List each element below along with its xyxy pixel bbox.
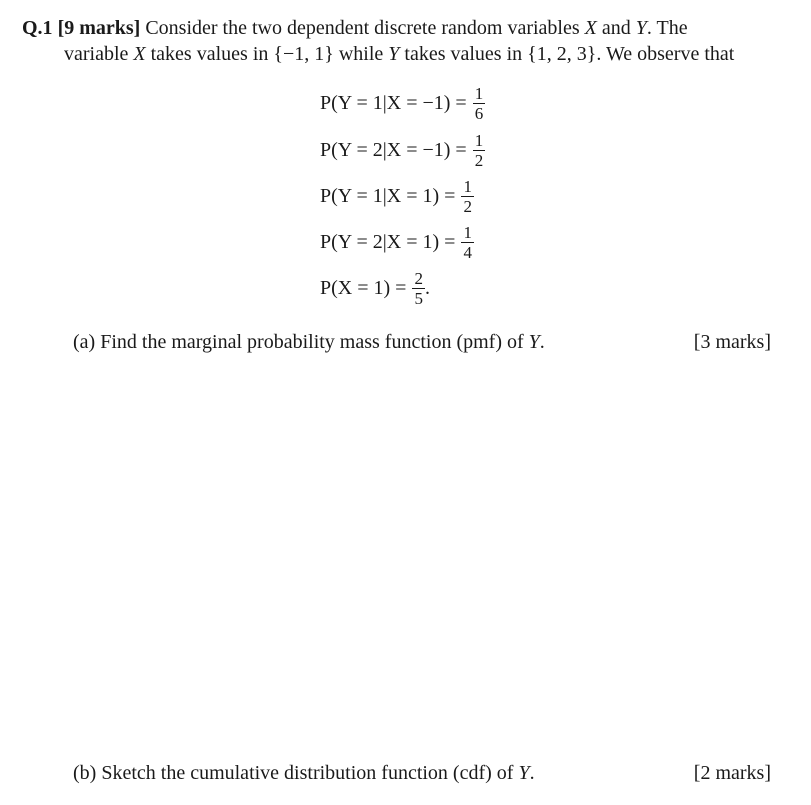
- question-line-1: [22, 17, 688, 40]
- equation-2: [320, 131, 485, 170]
- equation-1: [320, 84, 485, 123]
- equation-lhs: P(Y = 1|X = −1) =: [320, 92, 467, 114]
- denominator: 2: [463, 197, 472, 216]
- var-y-2: Y: [388, 43, 400, 65]
- equation-4: [320, 223, 474, 262]
- equation-suffix: .: [424, 277, 430, 299]
- var-y: Y: [635, 17, 647, 39]
- part-b-marks: [2 marks]: [693, 762, 771, 784]
- intro-line2-b: takes values in {−1, 1} while: [145, 43, 389, 65]
- numerator: 2: [414, 269, 423, 288]
- intro-line2-c: takes values in {1, 2, 3}. We observe that: [399, 43, 735, 65]
- part-b-var: Y: [518, 762, 530, 784]
- denominator: 6: [474, 104, 484, 123]
- part-b-text: Sketch the cumulative distribution function (cdf) of: [101, 762, 519, 784]
- equation-lhs: P(Y = 2|X = 1) =: [320, 231, 456, 253]
- numerator: 1: [474, 131, 484, 150]
- fraction: [461, 223, 474, 262]
- part-a: [73, 331, 545, 354]
- equation-lhs: P(X = 1) =: [320, 277, 407, 299]
- part-a-var: Y: [528, 331, 540, 353]
- part-b-end: .: [529, 762, 535, 784]
- denominator: 2: [474, 151, 484, 170]
- fraction: [473, 84, 486, 123]
- numerator: 1: [474, 84, 484, 103]
- part-a-marks: [3 marks]: [693, 331, 771, 353]
- fraction: [473, 131, 486, 170]
- question-label: Q.1: [22, 17, 53, 39]
- var-x: X: [584, 17, 597, 39]
- equation-3: [320, 177, 474, 216]
- intro-line2-a: variable: [64, 43, 134, 65]
- question-marks: [9 marks]: [57, 17, 141, 39]
- var-x-2: X: [133, 43, 146, 65]
- intro-end: . The: [646, 17, 688, 39]
- equation-lhs: P(Y = 2|X = −1) =: [320, 139, 467, 161]
- numerator: 1: [463, 177, 472, 196]
- equation-lhs: P(Y = 1|X = 1) =: [320, 185, 456, 207]
- equation-5: [320, 269, 430, 308]
- part-a-label: (a): [73, 331, 96, 353]
- part-b: [73, 762, 535, 785]
- fraction: [461, 177, 474, 216]
- part-a-text: Find the marginal probability mass function (pmf) of: [100, 331, 529, 353]
- fraction: [412, 269, 425, 308]
- intro-text: Consider the two dependent discrete random variables: [145, 17, 585, 39]
- question-line-2: [64, 43, 734, 66]
- part-b-label: (b): [73, 762, 97, 784]
- part-a-end: .: [539, 331, 545, 353]
- denominator: 4: [463, 243, 472, 262]
- numerator: 1: [463, 223, 472, 242]
- intro-and: and: [596, 17, 636, 39]
- denominator: 5: [414, 289, 423, 308]
